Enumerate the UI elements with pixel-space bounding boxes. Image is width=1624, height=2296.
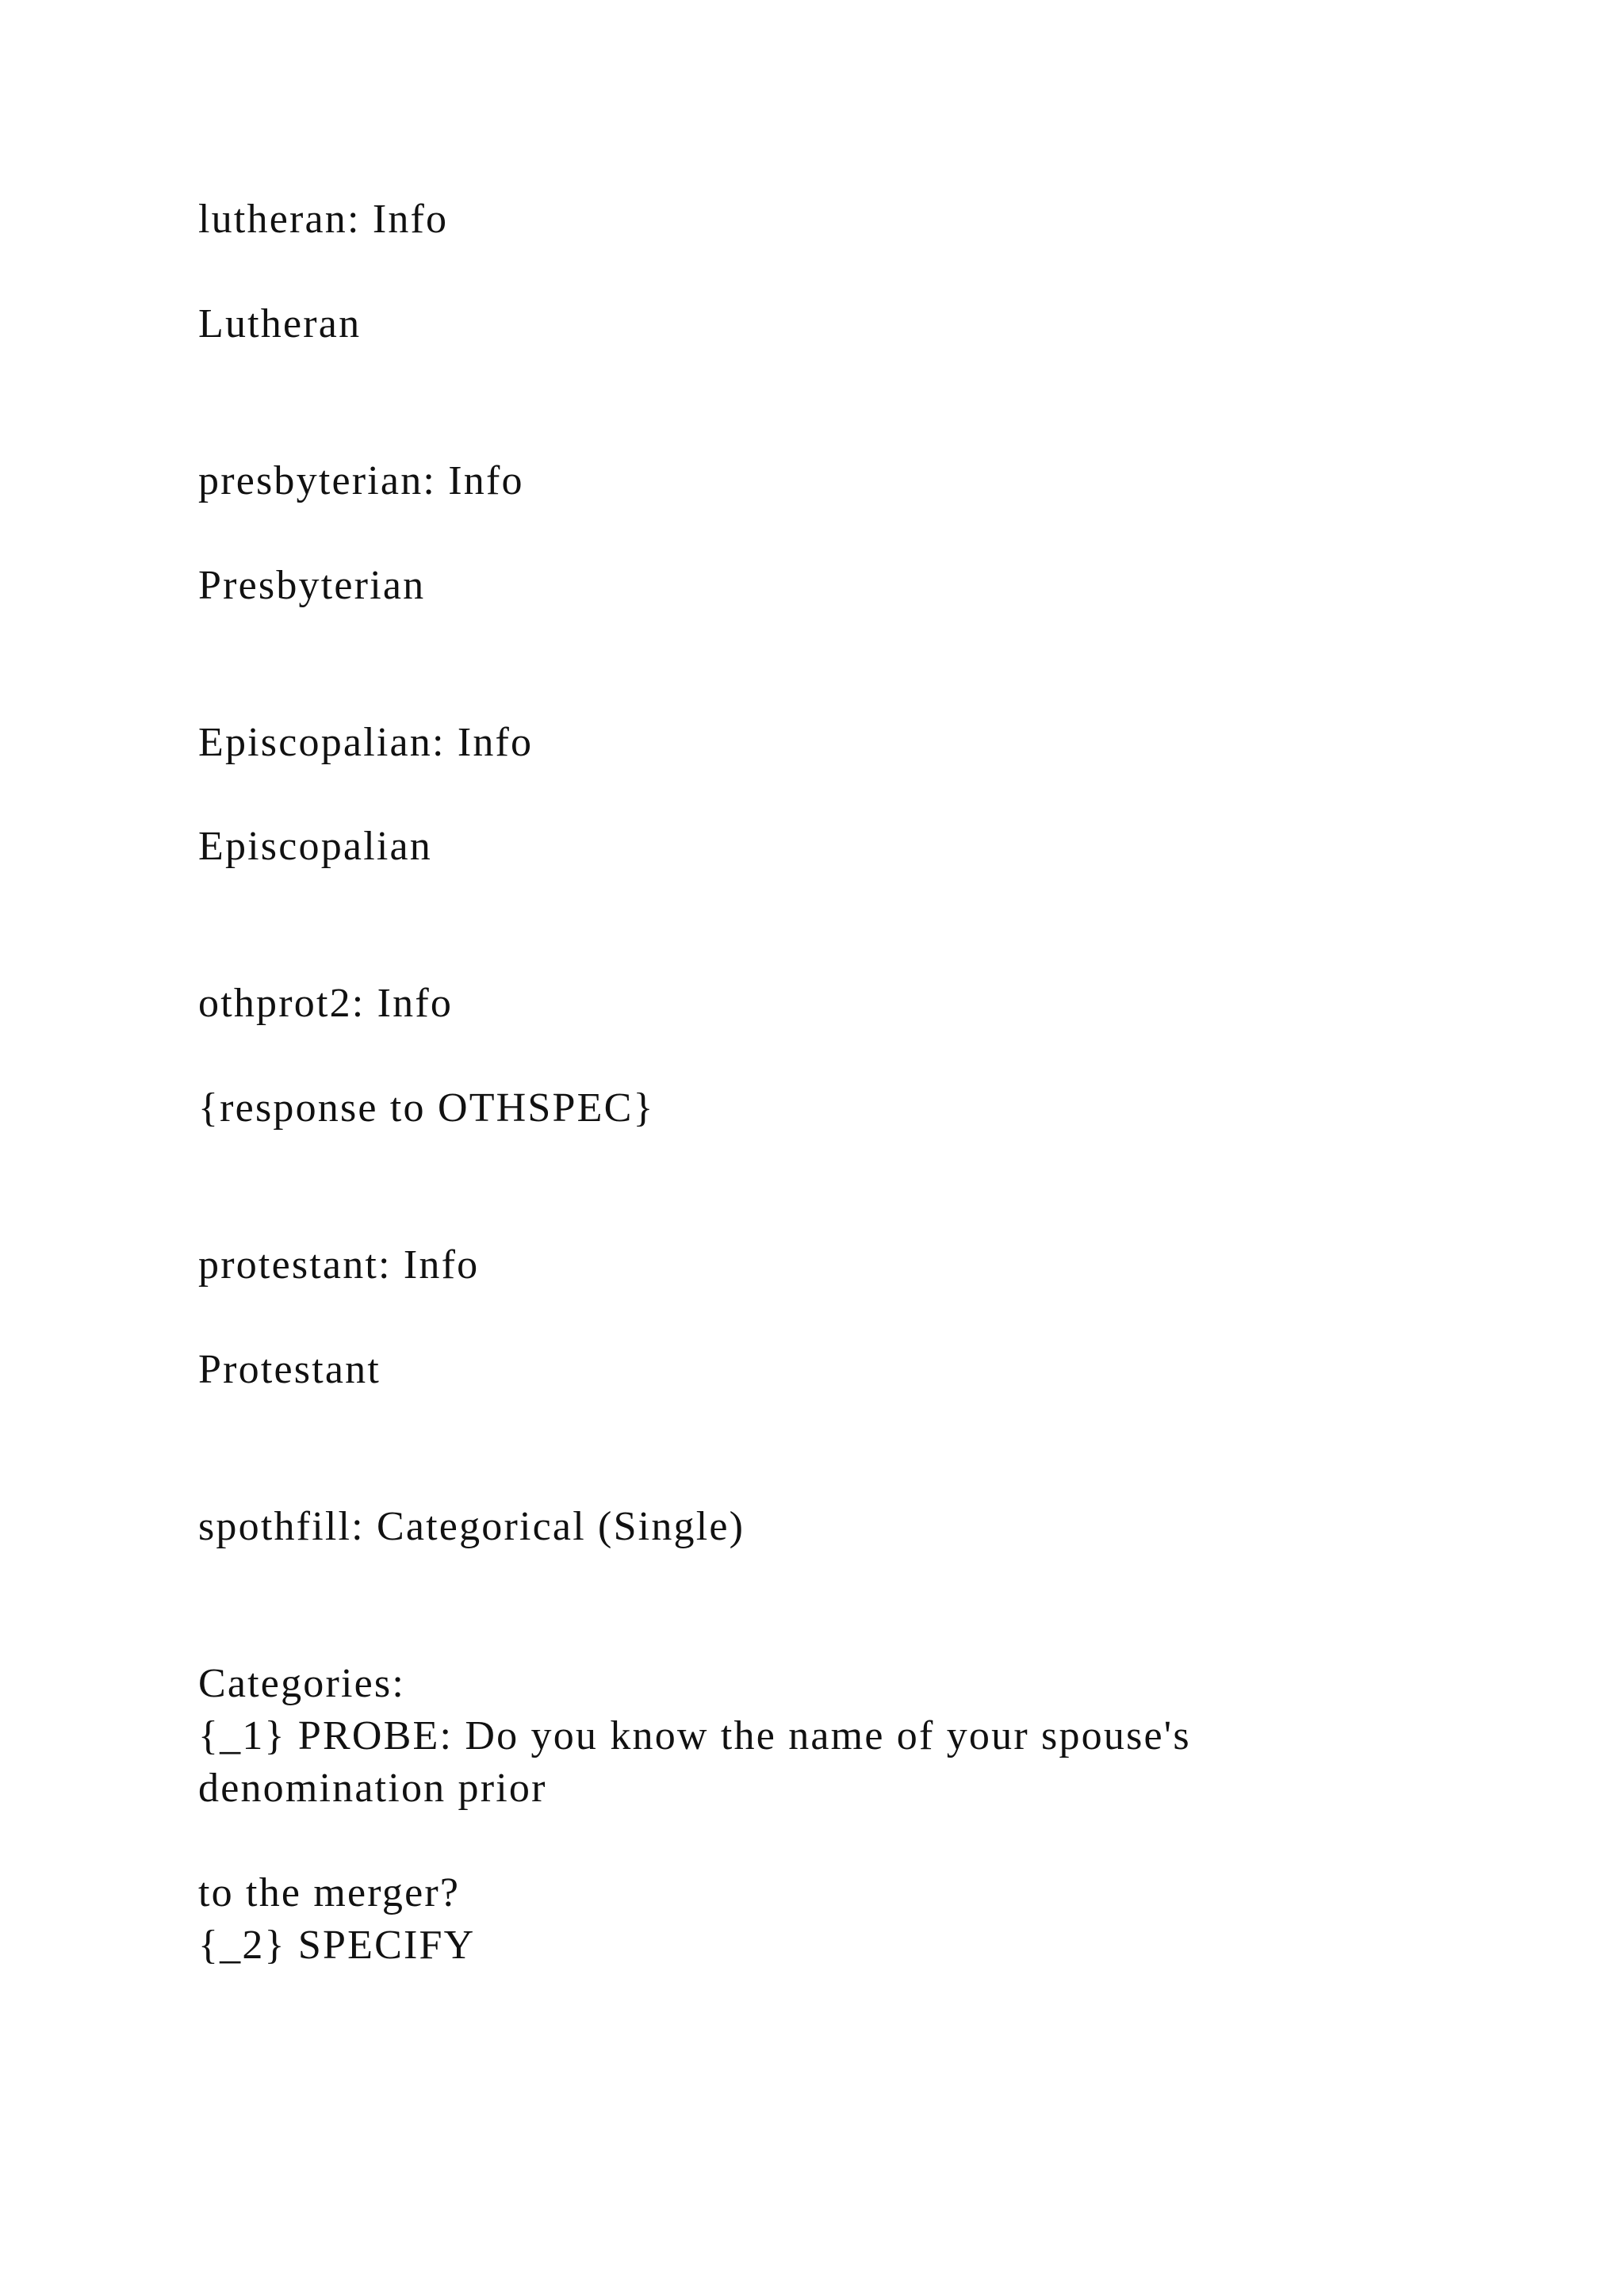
othprot2-header: othprot2: Info xyxy=(198,981,454,1026)
lutheran-header: lutheran: Info xyxy=(198,197,449,242)
category-2: {_2} SPECIFY xyxy=(198,1923,476,1968)
category-1-line-1: {_1} PROBE: Do you know the name of your spouse's xyxy=(198,1713,1191,1758)
categories-label: Categories: xyxy=(198,1661,406,1706)
presbyterian-value: Presbyterian xyxy=(198,563,426,608)
othprot2-value: {response to OTHSPEC} xyxy=(198,1085,655,1131)
episcopalian-value: Episcopalian xyxy=(198,824,432,869)
protestant-header: protestant: Info xyxy=(198,1242,480,1288)
episcopalian-header: Episcopalian: Info xyxy=(198,720,534,765)
spothfill-header: spothfill: Categorical (Single) xyxy=(198,1504,745,1549)
protestant-value: Protestant xyxy=(198,1347,381,1392)
presbyterian-header: presbyterian: Info xyxy=(198,458,524,503)
category-1-line-3: to the merger? xyxy=(198,1870,461,1915)
category-1-line-2: denomination prior xyxy=(198,1766,547,1811)
lutheran-value: Lutheran xyxy=(198,301,362,346)
